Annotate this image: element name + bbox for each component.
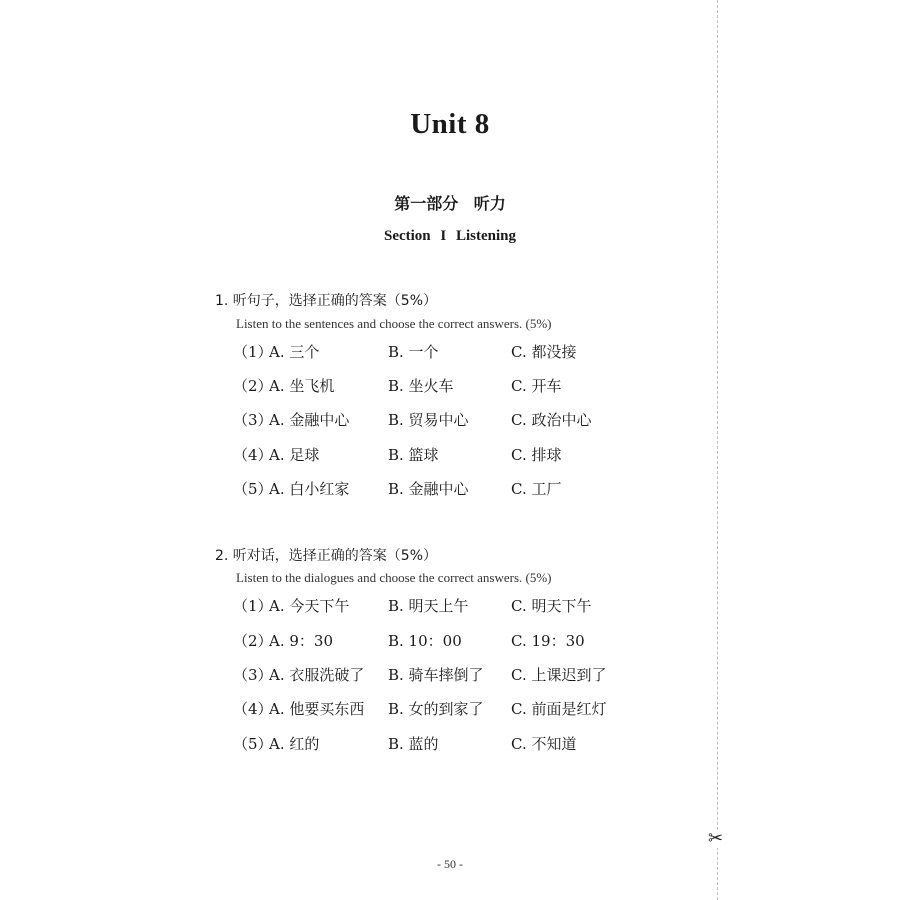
question-2-heading: 2. 听对话，选择正确的答案（5%） <box>215 548 438 564</box>
option-a: A. 白小红家 <box>269 480 350 498</box>
item-number: （4） <box>233 446 273 464</box>
option-a: A. 三个 <box>269 343 320 361</box>
option-a: A. 他要买东西 <box>269 700 365 718</box>
option-b: B. 明天上午 <box>388 597 469 615</box>
part-title-en: Section I Listening <box>383 228 516 244</box>
option-b: B. 贸易中心 <box>388 411 469 429</box>
option-c: C. 排球 <box>511 446 562 464</box>
item-number: （1） <box>233 343 273 361</box>
question-2-instruction: Listen to the dialogues and choose the correct answers. (5%) <box>236 570 552 585</box>
item-number: （2） <box>233 377 273 395</box>
scissors-icon: ✂ <box>708 828 724 849</box>
item-number: （3） <box>233 411 273 429</box>
option-a: A. 9：30 <box>269 632 333 650</box>
item-number: （5） <box>233 480 273 498</box>
item-number: （5） <box>233 735 273 753</box>
item-number: （2） <box>233 632 273 650</box>
option-a: A. 红的 <box>269 735 320 753</box>
option-c: C. 不知道 <box>511 735 577 753</box>
option-c: C. 前面是红灯 <box>511 700 607 718</box>
option-c: C. 明天下午 <box>511 597 592 615</box>
option-a: A. 足球 <box>269 446 320 464</box>
option-b: B. 篮球 <box>388 446 439 464</box>
part-title-cn: 第一部分 听力 <box>394 194 506 213</box>
option-a: A. 今天下午 <box>269 597 350 615</box>
option-c: C. 上课迟到了 <box>511 666 607 684</box>
option-b: B. 蓝的 <box>388 735 439 753</box>
option-a: A. 金融中心 <box>269 411 350 429</box>
option-c: C. 工厂 <box>511 480 562 498</box>
option-c: C. 都没接 <box>511 343 577 361</box>
option-c: C. 19：30 <box>511 632 585 650</box>
question-1-instruction: Listen to the sentences and choose the correct answers. (5%) <box>236 316 552 331</box>
item-number: （3） <box>233 666 273 684</box>
unit-title: Unit 8 <box>410 108 490 140</box>
item-number: （4） <box>233 700 273 718</box>
option-c: C. 政治中心 <box>511 411 592 429</box>
item-number: （1） <box>233 597 273 615</box>
option-b: B. 骑车摔倒了 <box>388 666 484 684</box>
option-b: B. 10：00 <box>388 632 462 650</box>
question-1-heading: 1. 听句子，选择正确的答案（5%） <box>215 293 438 309</box>
option-b: B. 坐火车 <box>388 377 454 395</box>
page-number: - 50 - <box>437 857 463 871</box>
option-a: A. 衣服洗破了 <box>269 666 365 684</box>
option-a: A. 坐飞机 <box>269 377 335 395</box>
option-b: B. 女的到家了 <box>388 700 484 718</box>
option-b: B. 金融中心 <box>388 480 469 498</box>
option-b: B. 一个 <box>388 343 439 361</box>
option-c: C. 开车 <box>511 377 562 395</box>
